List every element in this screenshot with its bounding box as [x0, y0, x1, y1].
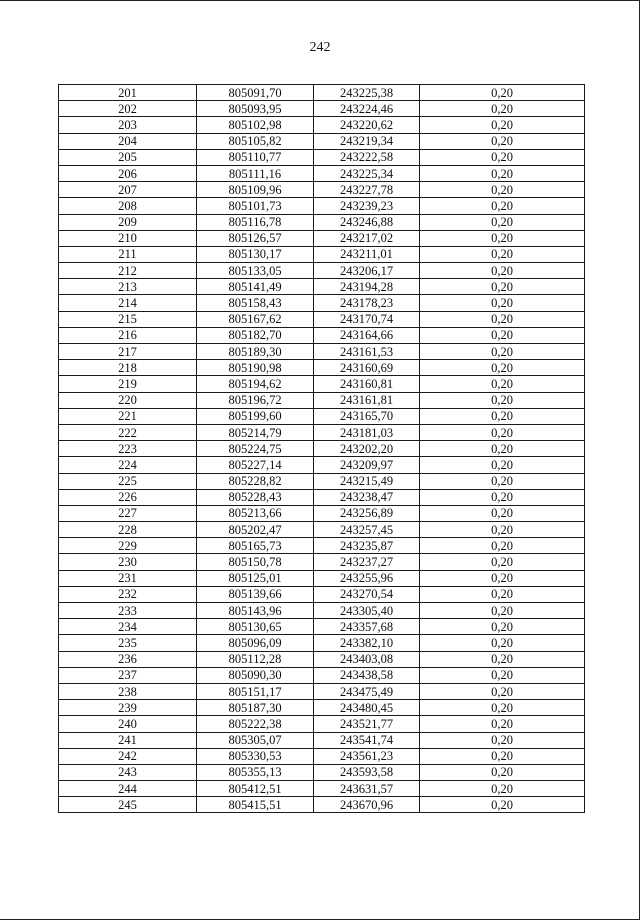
y-coordinate-cell: 243219,34	[314, 133, 420, 149]
table-row	[59, 716, 585, 732]
x-coordinate-cell: 805091,70	[197, 85, 314, 101]
error-value-cell: 0,20	[420, 489, 585, 505]
y-coordinate-cell: 243561,23	[314, 748, 420, 764]
point-number-cell: 203	[59, 117, 197, 133]
y-coordinate-cell: 243237,27	[314, 554, 420, 570]
table-row	[59, 198, 585, 214]
point-number-cell: 231	[59, 570, 197, 586]
point-number-cell: 219	[59, 376, 197, 392]
point-number-cell: 222	[59, 424, 197, 440]
error-value-cell: 0,20	[420, 619, 585, 635]
x-coordinate-cell: 805305,07	[197, 732, 314, 748]
point-number-cell: 216	[59, 327, 197, 343]
x-coordinate-cell: 805112,28	[197, 651, 314, 667]
point-number-cell: 243	[59, 764, 197, 780]
table-row	[59, 667, 585, 683]
x-coordinate-cell: 805096,09	[197, 635, 314, 651]
table-row	[59, 764, 585, 780]
y-coordinate-cell: 243235,87	[314, 538, 420, 554]
table-row	[59, 230, 585, 246]
x-coordinate-cell: 805102,98	[197, 117, 314, 133]
table-row	[59, 117, 585, 133]
x-coordinate-cell: 805213,66	[197, 505, 314, 521]
table-row	[59, 149, 585, 165]
error-value-cell: 0,20	[420, 748, 585, 764]
error-value-cell: 0,20	[420, 732, 585, 748]
error-value-cell: 0,20	[420, 327, 585, 343]
error-value-cell: 0,20	[420, 473, 585, 489]
table-row	[59, 182, 585, 198]
error-value-cell: 0,20	[420, 538, 585, 554]
error-value-cell: 0,20	[420, 182, 585, 198]
table-row	[59, 586, 585, 602]
table-row	[59, 797, 585, 813]
table-row	[59, 489, 585, 505]
x-coordinate-cell: 805090,30	[197, 667, 314, 683]
table-row	[59, 85, 585, 101]
y-coordinate-cell: 243209,97	[314, 457, 420, 473]
point-number-cell: 226	[59, 489, 197, 505]
error-value-cell: 0,20	[420, 554, 585, 570]
y-coordinate-cell: 243170,74	[314, 311, 420, 327]
table-row	[59, 214, 585, 230]
x-coordinate-cell: 805130,17	[197, 246, 314, 262]
point-number-cell: 235	[59, 635, 197, 651]
point-number-cell: 229	[59, 538, 197, 554]
x-coordinate-cell: 805105,82	[197, 133, 314, 149]
y-coordinate-cell: 243202,20	[314, 441, 420, 457]
x-coordinate-cell: 805109,96	[197, 182, 314, 198]
error-value-cell: 0,20	[420, 797, 585, 813]
x-coordinate-cell: 805227,14	[197, 457, 314, 473]
x-coordinate-cell: 805158,43	[197, 295, 314, 311]
point-number-cell: 233	[59, 603, 197, 619]
x-coordinate-cell: 805151,17	[197, 683, 314, 699]
x-coordinate-cell: 805130,65	[197, 619, 314, 635]
y-coordinate-cell: 243194,28	[314, 279, 420, 295]
x-coordinate-cell: 805101,73	[197, 198, 314, 214]
x-coordinate-cell: 805133,05	[197, 263, 314, 279]
y-coordinate-cell: 243206,17	[314, 263, 420, 279]
x-coordinate-cell: 805415,51	[197, 797, 314, 813]
table-row	[59, 781, 585, 797]
x-coordinate-cell: 805116,78	[197, 214, 314, 230]
point-number-cell: 213	[59, 279, 197, 295]
error-value-cell: 0,20	[420, 651, 585, 667]
table-row	[59, 165, 585, 181]
x-coordinate-cell: 805224,75	[197, 441, 314, 457]
y-coordinate-cell: 243161,81	[314, 392, 420, 408]
y-coordinate-cell: 243541,74	[314, 732, 420, 748]
y-coordinate-cell: 243238,47	[314, 489, 420, 505]
table-row	[59, 538, 585, 554]
point-number-cell: 240	[59, 716, 197, 732]
point-number-cell: 204	[59, 133, 197, 149]
y-coordinate-cell: 243305,40	[314, 603, 420, 619]
point-number-cell: 215	[59, 311, 197, 327]
y-coordinate-cell: 243165,70	[314, 408, 420, 424]
table-row	[59, 279, 585, 295]
error-value-cell: 0,20	[420, 716, 585, 732]
error-value-cell: 0,20	[420, 101, 585, 117]
error-value-cell: 0,20	[420, 263, 585, 279]
point-number-cell: 220	[59, 392, 197, 408]
y-coordinate-cell: 243178,23	[314, 295, 420, 311]
error-value-cell: 0,20	[420, 457, 585, 473]
y-coordinate-cell: 243480,45	[314, 700, 420, 716]
x-coordinate-cell: 805228,43	[197, 489, 314, 505]
table-row	[59, 457, 585, 473]
x-coordinate-cell: 805222,38	[197, 716, 314, 732]
error-value-cell: 0,20	[420, 603, 585, 619]
point-number-cell: 217	[59, 344, 197, 360]
table-row	[59, 700, 585, 716]
error-value-cell: 0,20	[420, 279, 585, 295]
y-coordinate-cell: 243246,88	[314, 214, 420, 230]
table-row	[59, 683, 585, 699]
x-coordinate-cell: 805143,96	[197, 603, 314, 619]
y-coordinate-cell: 243164,66	[314, 327, 420, 343]
table-row	[59, 732, 585, 748]
point-number-cell: 223	[59, 441, 197, 457]
table-row	[59, 424, 585, 440]
y-coordinate-cell: 243521,77	[314, 716, 420, 732]
point-number-cell: 211	[59, 246, 197, 262]
x-coordinate-cell: 805182,70	[197, 327, 314, 343]
x-coordinate-cell: 805165,73	[197, 538, 314, 554]
table-row	[59, 246, 585, 262]
point-number-cell: 239	[59, 700, 197, 716]
table-row	[59, 360, 585, 376]
error-value-cell: 0,20	[420, 149, 585, 165]
point-number-cell: 237	[59, 667, 197, 683]
y-coordinate-cell: 243270,54	[314, 586, 420, 602]
point-number-cell: 224	[59, 457, 197, 473]
y-coordinate-cell: 243222,58	[314, 149, 420, 165]
y-coordinate-cell: 243215,49	[314, 473, 420, 489]
y-coordinate-cell: 243161,53	[314, 344, 420, 360]
point-number-cell: 209	[59, 214, 197, 230]
point-number-cell: 241	[59, 732, 197, 748]
error-value-cell: 0,20	[420, 700, 585, 716]
x-coordinate-cell: 805150,78	[197, 554, 314, 570]
y-coordinate-cell: 243239,23	[314, 198, 420, 214]
point-number-cell: 208	[59, 198, 197, 214]
x-coordinate-cell: 805139,66	[197, 586, 314, 602]
x-coordinate-cell: 805202,47	[197, 522, 314, 538]
table-row	[59, 619, 585, 635]
y-coordinate-cell: 243217,02	[314, 230, 420, 246]
x-coordinate-cell: 805228,82	[197, 473, 314, 489]
x-coordinate-cell: 805355,13	[197, 764, 314, 780]
x-coordinate-cell: 805194,62	[197, 376, 314, 392]
error-value-cell: 0,20	[420, 360, 585, 376]
table-row	[59, 408, 585, 424]
point-number-cell: 228	[59, 522, 197, 538]
error-value-cell: 0,20	[420, 586, 585, 602]
error-value-cell: 0,20	[420, 198, 585, 214]
y-coordinate-cell: 243593,58	[314, 764, 420, 780]
error-value-cell: 0,20	[420, 376, 585, 392]
y-coordinate-cell: 243225,38	[314, 85, 420, 101]
table-row	[59, 505, 585, 521]
error-value-cell: 0,20	[420, 392, 585, 408]
table-row	[59, 441, 585, 457]
point-number-cell: 230	[59, 554, 197, 570]
point-number-cell: 236	[59, 651, 197, 667]
y-coordinate-cell: 243225,34	[314, 165, 420, 181]
table-row	[59, 101, 585, 117]
point-number-cell: 221	[59, 408, 197, 424]
error-value-cell: 0,20	[420, 764, 585, 780]
point-number-cell: 206	[59, 165, 197, 181]
error-value-cell: 0,20	[420, 781, 585, 797]
x-coordinate-cell: 805125,01	[197, 570, 314, 586]
x-coordinate-cell: 805196,72	[197, 392, 314, 408]
y-coordinate-cell: 243475,49	[314, 683, 420, 699]
error-value-cell: 0,20	[420, 505, 585, 521]
x-coordinate-cell: 805111,16	[197, 165, 314, 181]
table-row	[59, 295, 585, 311]
y-coordinate-cell: 243631,57	[314, 781, 420, 797]
y-coordinate-cell: 243227,78	[314, 182, 420, 198]
table-row	[59, 554, 585, 570]
y-coordinate-cell: 243382,10	[314, 635, 420, 651]
point-number-cell: 207	[59, 182, 197, 198]
error-value-cell: 0,20	[420, 344, 585, 360]
point-number-cell: 227	[59, 505, 197, 521]
point-number-cell: 210	[59, 230, 197, 246]
x-coordinate-cell: 805167,62	[197, 311, 314, 327]
error-value-cell: 0,20	[420, 230, 585, 246]
coordinates-table	[58, 84, 585, 813]
page-edge-top	[0, 0, 640, 1]
point-number-cell: 212	[59, 263, 197, 279]
y-coordinate-cell: 243257,45	[314, 522, 420, 538]
error-value-cell: 0,20	[420, 214, 585, 230]
table-row	[59, 570, 585, 586]
point-number-cell: 225	[59, 473, 197, 489]
y-coordinate-cell: 243160,81	[314, 376, 420, 392]
point-number-cell: 214	[59, 295, 197, 311]
error-value-cell: 0,20	[420, 408, 585, 424]
point-number-cell: 201	[59, 85, 197, 101]
error-value-cell: 0,20	[420, 295, 585, 311]
y-coordinate-cell: 243220,62	[314, 117, 420, 133]
error-value-cell: 0,20	[420, 133, 585, 149]
error-value-cell: 0,20	[420, 424, 585, 440]
x-coordinate-cell: 805189,30	[197, 344, 314, 360]
error-value-cell: 0,20	[420, 85, 585, 101]
y-coordinate-cell: 243256,89	[314, 505, 420, 521]
y-coordinate-cell: 243224,46	[314, 101, 420, 117]
point-number-cell: 238	[59, 683, 197, 699]
point-number-cell: 232	[59, 586, 197, 602]
point-number-cell: 244	[59, 781, 197, 797]
point-number-cell: 218	[59, 360, 197, 376]
table-row	[59, 133, 585, 149]
x-coordinate-cell: 805141,49	[197, 279, 314, 295]
x-coordinate-cell: 805330,53	[197, 748, 314, 764]
table-row	[59, 263, 585, 279]
table-row	[59, 651, 585, 667]
table-row	[59, 344, 585, 360]
error-value-cell: 0,20	[420, 635, 585, 651]
table-row	[59, 635, 585, 651]
table-row	[59, 392, 585, 408]
error-value-cell: 0,20	[420, 117, 585, 133]
table-row	[59, 603, 585, 619]
x-coordinate-cell: 805190,98	[197, 360, 314, 376]
error-value-cell: 0,20	[420, 522, 585, 538]
y-coordinate-cell: 243670,96	[314, 797, 420, 813]
x-coordinate-cell: 805110,77	[197, 149, 314, 165]
point-number-cell: 202	[59, 101, 197, 117]
x-coordinate-cell: 805187,30	[197, 700, 314, 716]
page-number: 242	[309, 40, 331, 55]
x-coordinate-cell: 805214,79	[197, 424, 314, 440]
table-row	[59, 376, 585, 392]
point-number-cell: 234	[59, 619, 197, 635]
table-row	[59, 522, 585, 538]
y-coordinate-cell: 243438,58	[314, 667, 420, 683]
x-coordinate-cell: 805126,57	[197, 230, 314, 246]
error-value-cell: 0,20	[420, 683, 585, 699]
point-number-cell: 242	[59, 748, 197, 764]
x-coordinate-cell: 805199,60	[197, 408, 314, 424]
table-row	[59, 473, 585, 489]
table-row	[59, 311, 585, 327]
error-value-cell: 0,20	[420, 667, 585, 683]
x-coordinate-cell: 805412,51	[197, 781, 314, 797]
y-coordinate-cell: 243403,08	[314, 651, 420, 667]
table-row	[59, 748, 585, 764]
point-number-cell: 245	[59, 797, 197, 813]
y-coordinate-cell: 243357,68	[314, 619, 420, 635]
error-value-cell: 0,20	[420, 165, 585, 181]
y-coordinate-cell: 243255,96	[314, 570, 420, 586]
error-value-cell: 0,20	[420, 570, 585, 586]
x-coordinate-cell: 805093,95	[197, 101, 314, 117]
coordinates-table-body	[59, 85, 585, 813]
error-value-cell: 0,20	[420, 441, 585, 457]
y-coordinate-cell: 243211,01	[314, 246, 420, 262]
error-value-cell: 0,20	[420, 246, 585, 262]
error-value-cell: 0,20	[420, 311, 585, 327]
y-coordinate-cell: 243160,69	[314, 360, 420, 376]
y-coordinate-cell: 243181,03	[314, 424, 420, 440]
table-row	[59, 327, 585, 343]
point-number-cell: 205	[59, 149, 197, 165]
